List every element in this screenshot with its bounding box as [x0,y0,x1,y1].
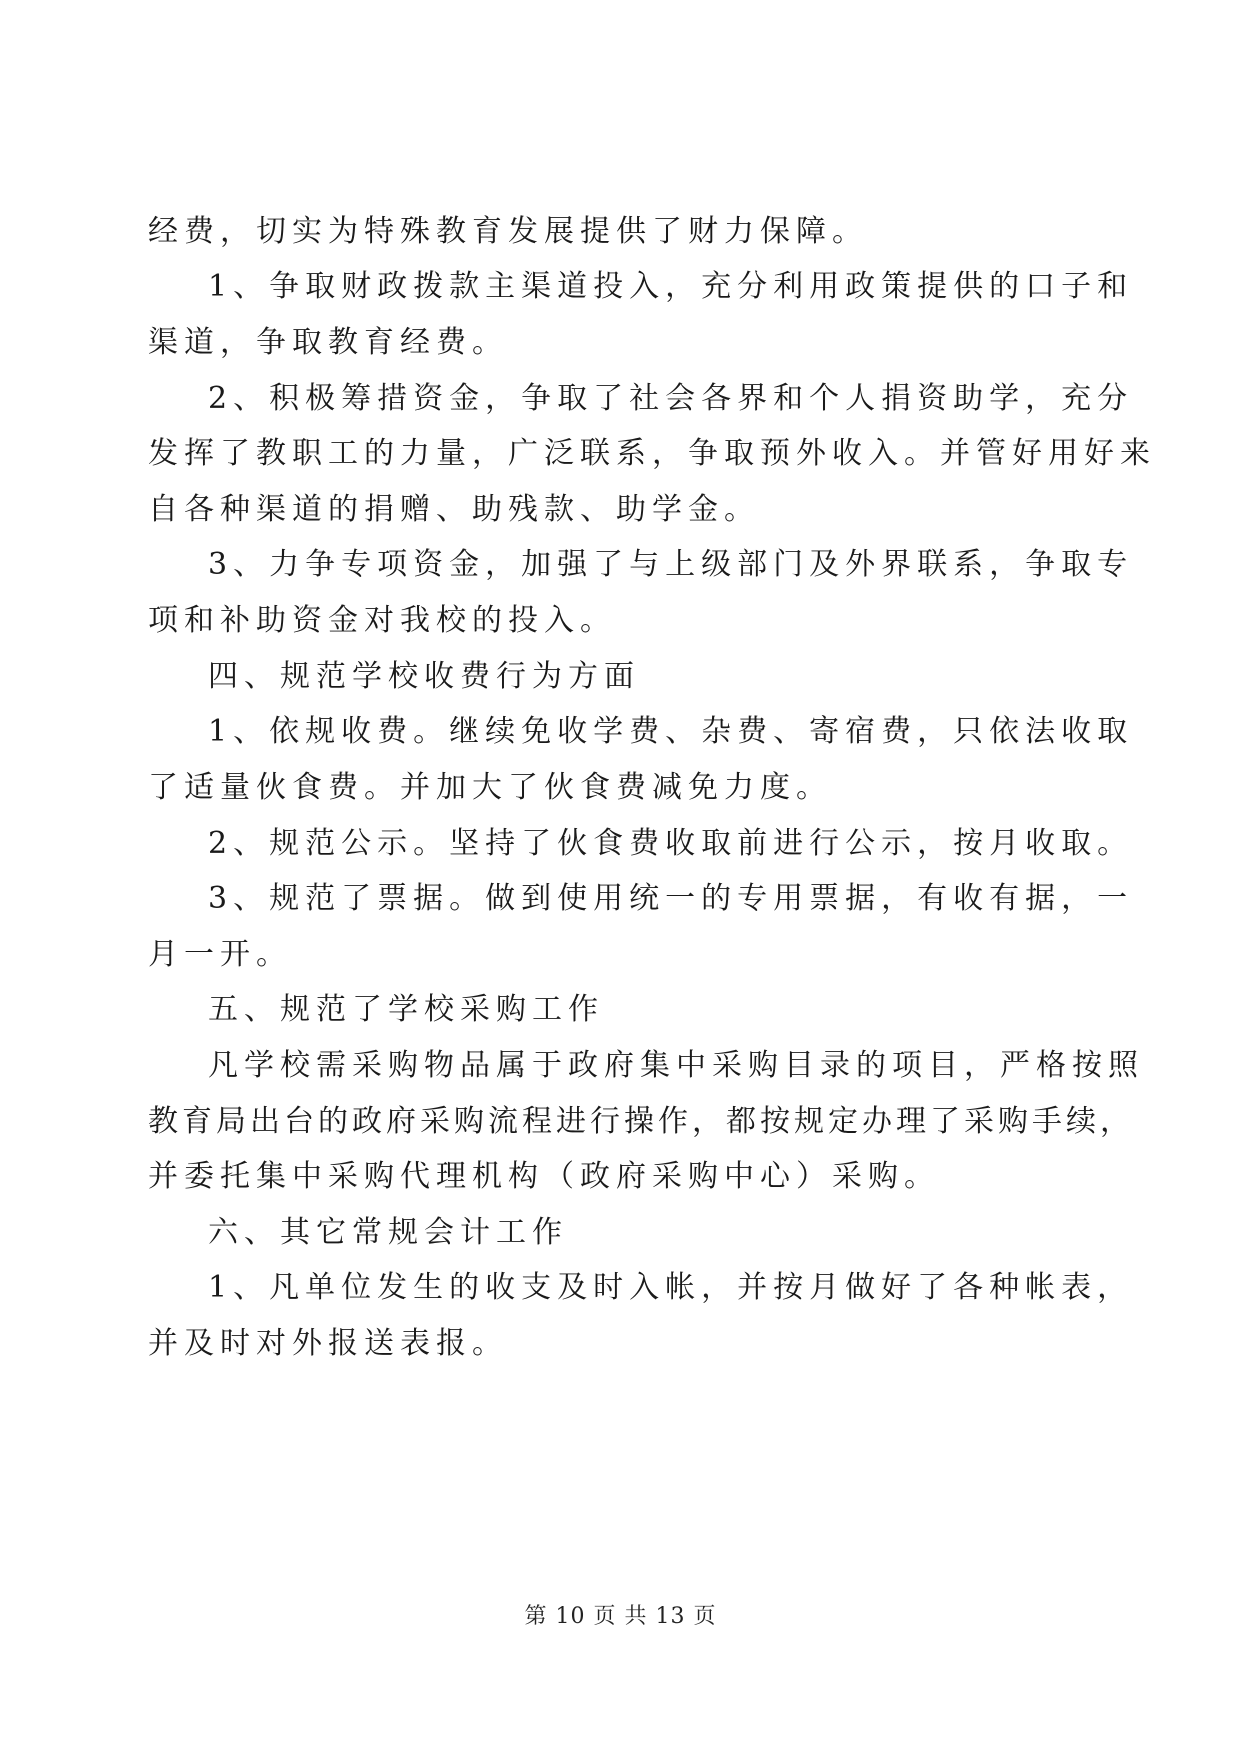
text-line: 经费，切实为特殊教育发展提供了财力保障。 [148,214,868,249]
text-line: 1、争取财政拨款主渠道投入，充分利用政策提供的口子和 [208,269,1134,304]
text-line: 了适量伙食费。并加大了伙食费减免力度。 [148,770,832,805]
text-line: 3、力争专项资金，加强了与上级部门及外界联系，争取专 [208,547,1134,582]
text-line: 教育局出台的政府采购流程进行操作，都按规定办理了采购手续， [148,1104,1134,1139]
section-heading: 五、规范了学校采购工作 [208,992,604,1027]
section-heading: 六、其它常规会计工作 [208,1215,568,1250]
section-heading: 四、规范学校收费行为方面 [208,659,640,694]
text-line: 2、积极筹措资金，争取了社会各界和个人捐资助学，充分 [208,381,1134,416]
text-line: 月一开。 [148,937,292,972]
page-number-footer: 第 10 页 共 13 页 [524,1604,717,1629]
text-line: 2、规范公示。坚持了伙食费收取前进行公示，按月收取。 [208,826,1134,861]
text-line: 3、规范了票据。做到使用统一的专用票据，有收有据，一 [208,881,1134,916]
text-line: 发挥了教职工的力量，广泛联系，争取预外收入。并管好用好来 [148,436,1156,471]
text-line: 凡学校需采购物品属于政府集中采购目录的项目，严格按照 [208,1048,1144,1083]
text-line: 并及时对外报送表报。 [148,1326,508,1361]
text-line: 渠道，争取教育经费。 [148,325,508,360]
text-line: 并委托集中采购代理机构（政府采购中心）采购。 [148,1159,940,1194]
text-line: 1、凡单位发生的收支及时入帐，并按月做好了各种帐表， [208,1270,1134,1305]
text-line: 项和补助资金对我校的投入。 [148,603,616,638]
text-line: 1、依规收费。继续免收学费、杂费、寄宿费，只依法收取 [208,714,1134,749]
text-line: 自各种渠道的捐赠、助残款、助学金。 [148,492,760,527]
